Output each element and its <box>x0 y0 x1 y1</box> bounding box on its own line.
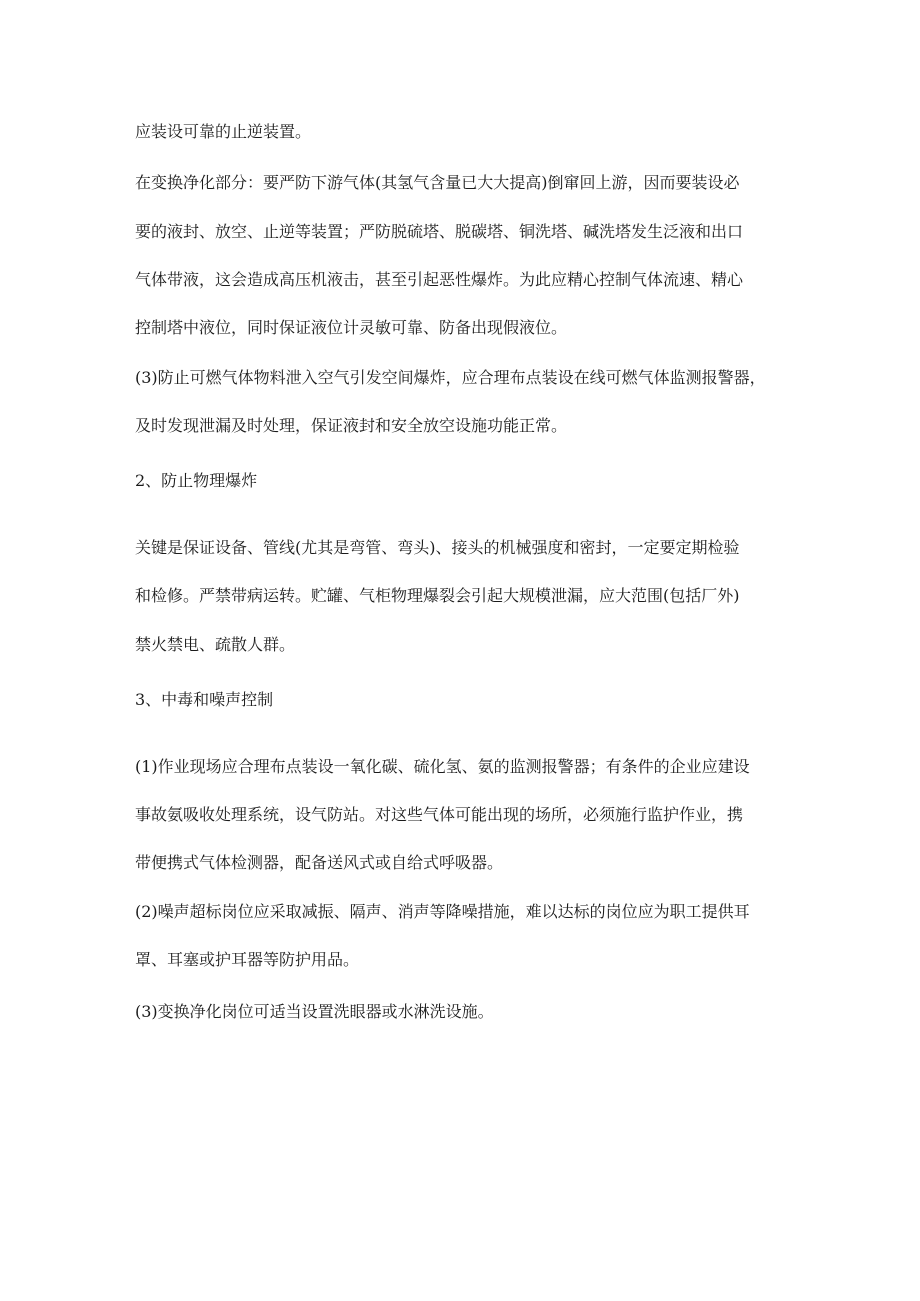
text-line-14: (2)噪声超标岗位应采取减振、隔声、消声等降噪措施，难以达标的岗位应为职工提供耳 <box>135 902 750 921</box>
text-line-16: (3)变换净化岗位可适当设置洗眼器或水淋洗设施。 <box>135 1002 494 1021</box>
text-line-3: 要的液封、放空、止逆等装置；严防脱硫塔、脱碳塔、铜洗塔、碱洗塔发生泛液和出口 <box>135 222 744 241</box>
section-heading-3: 3、中毒和噪声控制 <box>135 690 274 709</box>
text-line-1: 应装设可靠的止逆装置。 <box>135 122 312 141</box>
text-line-10: 禁火禁电、疏散人群。 <box>135 635 296 654</box>
text-line-2: 在变换净化部分：要严防下游气体(其氢气含量已大大提高)倒窜回上游，因而要装设必 <box>135 173 740 192</box>
text-line-12: 事故氨吸收处理系统，设气防站。对这些气体可能出现的场所，必须施行监护作业，携 <box>135 805 744 824</box>
text-line-15: 罩、耳塞或护耳器等防护用品。 <box>135 950 360 969</box>
text-line-9: 和检修。严禁带病运转。贮罐、气柜物理爆裂会引起大规模泄漏，应大范围(包括厂外) <box>135 586 740 605</box>
text-line-11: (1)作业现场应合理布点装设一氧化碳、硫化氢、氨的监测报警器；有条件的企业应建设 <box>135 757 750 776</box>
text-line-4: 气体带液，这会造成高压机液击，甚至引起恶性爆炸。为此应精心控制气体流速、精心 <box>135 270 744 289</box>
text-line-5: 控制塔中液位，同时保证液位计灵敏可靠、防备出现假液位。 <box>135 318 568 337</box>
text-line-13: 带便携式气体检测器，配备送风式或自给式呼吸器。 <box>135 853 504 872</box>
section-heading-2: 2、防止物理爆炸 <box>135 471 258 490</box>
text-line-7: 及时发现泄漏及时处理，保证液封和安全放空设施功能正常。 <box>135 416 568 435</box>
text-line-6: (3)防止可燃气体物料泄入空气引发空间爆炸，应合理布点装设在线可燃气体监测报警器， <box>135 368 766 387</box>
text-line-8: 关键是保证设备、管线(尤其是弯管、弯头)、接头的机械强度和密封，一定要定期检验 <box>135 538 740 557</box>
